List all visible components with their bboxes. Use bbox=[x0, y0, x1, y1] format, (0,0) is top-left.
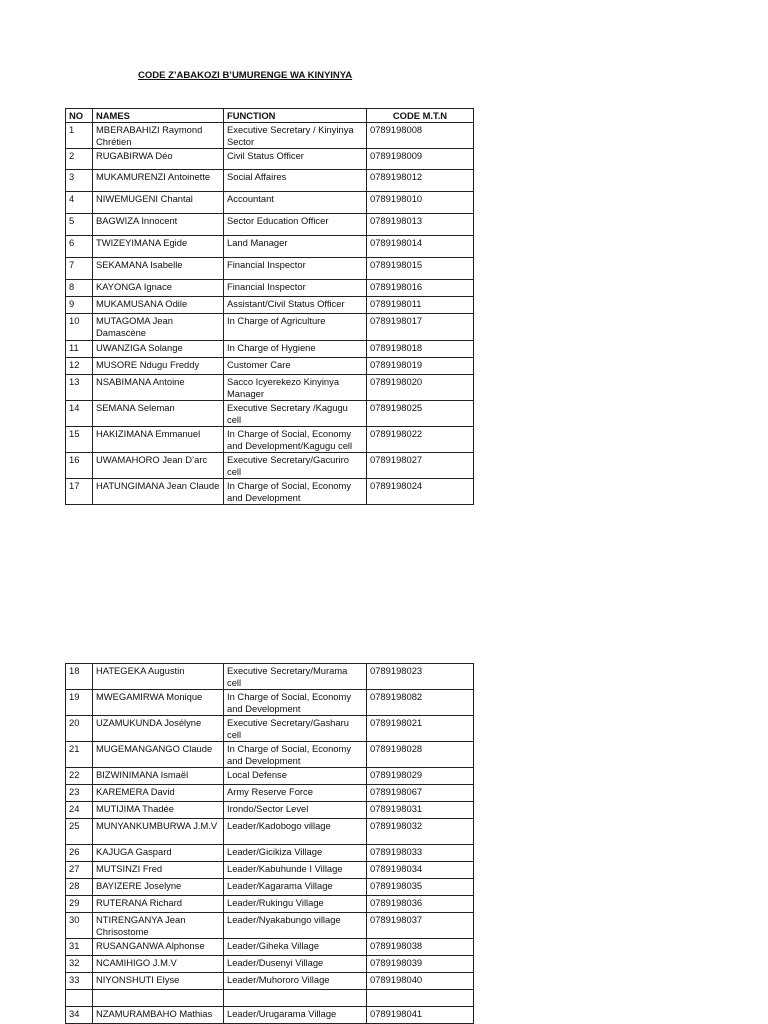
row-function: Leader/Rukingu Village bbox=[224, 896, 367, 913]
row-number: 1 bbox=[66, 123, 93, 149]
table-row bbox=[66, 664, 474, 690]
document-title: CODE Z’ABAKOZI B’UMURENGE WA KINYINYA bbox=[138, 70, 353, 81]
row-name: MBERABAHIZI Raymond Chrétien bbox=[93, 123, 224, 149]
row-number: 29 bbox=[66, 896, 93, 913]
row-name: MWEGAMIRWA Monique bbox=[93, 690, 224, 716]
row-name: MUKAMUSANA Odile bbox=[93, 297, 224, 314]
row-function: Executive Secretary / Kinyinya Sector bbox=[224, 123, 367, 149]
row-number: 33 bbox=[66, 973, 93, 990]
table-row bbox=[66, 401, 474, 427]
row-number: 30 bbox=[66, 913, 93, 939]
row-name: KAJUGA Gaspard bbox=[93, 845, 224, 862]
table-row bbox=[66, 149, 474, 170]
row-function: In Charge of Agriculture bbox=[224, 314, 367, 341]
table-row bbox=[66, 913, 474, 939]
row-function: In Charge of Social, Economy and Development/Kagugu cell bbox=[224, 427, 367, 453]
row-name: NSABIMANA Antoine bbox=[93, 375, 224, 401]
row-name: RUTERANA Richard bbox=[93, 896, 224, 913]
row-function: Leader/Urugarama Village bbox=[224, 1007, 367, 1024]
row-code: 0789198033 bbox=[367, 845, 474, 862]
row-number: 11 bbox=[66, 341, 93, 358]
row-name bbox=[93, 990, 224, 1007]
row-number: 9 bbox=[66, 297, 93, 314]
table-body-page-2 bbox=[66, 664, 474, 1024]
table-row bbox=[66, 768, 474, 785]
table-row bbox=[66, 785, 474, 802]
row-code: 0789198039 bbox=[367, 956, 474, 973]
staff-table-page-1 bbox=[65, 108, 474, 505]
row-number: 14 bbox=[66, 401, 93, 427]
row-code: 0789198034 bbox=[367, 862, 474, 879]
row-name: SEMANA Seleman bbox=[93, 401, 224, 427]
table-row bbox=[66, 170, 474, 192]
row-code: 0789198012 bbox=[367, 170, 474, 192]
row-number: 16 bbox=[66, 453, 93, 479]
row-function: Civil Status Officer bbox=[224, 149, 367, 170]
row-code: 0789198019 bbox=[367, 358, 474, 375]
row-code: 0789198024 bbox=[367, 479, 474, 505]
row-number: 19 bbox=[66, 690, 93, 716]
row-function: In Charge of Social, Economy and Development bbox=[224, 690, 367, 716]
row-code: 0789198015 bbox=[367, 258, 474, 280]
row-name: MUTSINZI Fred bbox=[93, 862, 224, 879]
row-name: UWANZIGA Solange bbox=[93, 341, 224, 358]
table-row bbox=[66, 862, 474, 879]
row-number: 28 bbox=[66, 879, 93, 896]
row-name: UZAMUKUNDA Josélyne bbox=[93, 716, 224, 742]
row-function: Army Reserve Force bbox=[224, 785, 367, 802]
row-number: 18 bbox=[66, 664, 93, 690]
row-number: 21 bbox=[66, 742, 93, 768]
table-row bbox=[66, 896, 474, 913]
row-code: 0789198082 bbox=[367, 690, 474, 716]
row-name: RUSANGANWA Alphonse bbox=[93, 939, 224, 956]
table-row bbox=[66, 819, 474, 845]
header-code: CODE M.T.N bbox=[367, 109, 474, 123]
row-name: RUGABIRWA Déo bbox=[93, 149, 224, 170]
row-code: 0789198067 bbox=[367, 785, 474, 802]
table-row bbox=[66, 716, 474, 742]
row-name: MUTAGOMA Jean Damascène bbox=[93, 314, 224, 341]
table-row bbox=[66, 939, 474, 956]
table-row bbox=[66, 258, 474, 280]
row-function: In Charge of Social, Economy and Development bbox=[224, 479, 367, 505]
row-code: 0789198014 bbox=[367, 236, 474, 258]
row-function: Local Defense bbox=[224, 768, 367, 785]
row-code: 0789198008 bbox=[367, 123, 474, 149]
header-names: NAMES bbox=[93, 109, 224, 123]
row-name: NIYONSHUTI Elyse bbox=[93, 973, 224, 990]
table-row bbox=[66, 879, 474, 896]
row-code: 0789198017 bbox=[367, 314, 474, 341]
row-number: 15 bbox=[66, 427, 93, 453]
table-row bbox=[66, 973, 474, 990]
row-name: NZAMURAMBAHO Mathias bbox=[93, 1007, 224, 1024]
row-function: Customer Care bbox=[224, 358, 367, 375]
row-code: 0789198016 bbox=[367, 280, 474, 297]
table-row bbox=[66, 427, 474, 453]
row-name: TWIZEYIMANA Egide bbox=[93, 236, 224, 258]
row-code: 0789198022 bbox=[367, 427, 474, 453]
row-name: KAREMERA David bbox=[93, 785, 224, 802]
row-number: 17 bbox=[66, 479, 93, 505]
row-number: 8 bbox=[66, 280, 93, 297]
row-code: 0789198013 bbox=[367, 214, 474, 236]
row-number: 25 bbox=[66, 819, 93, 845]
row-name: UWAMAHORO Jean D’arc bbox=[93, 453, 224, 479]
row-number: 34 bbox=[66, 1007, 93, 1024]
row-number: 3 bbox=[66, 170, 93, 192]
row-number: 4 bbox=[66, 192, 93, 214]
row-function: Leader/Giheka Village bbox=[224, 939, 367, 956]
row-code: 0789198040 bbox=[367, 973, 474, 990]
row-name: BIZWINIMANA Ismaël bbox=[93, 768, 224, 785]
table-row bbox=[66, 845, 474, 862]
row-function: Sector Education Officer bbox=[224, 214, 367, 236]
row-name: NCAMIHIGO J.M.V bbox=[93, 956, 224, 973]
row-code: 0789198035 bbox=[367, 879, 474, 896]
table-row bbox=[66, 990, 474, 1007]
row-name: HATUNGIMANA Jean Claude bbox=[93, 479, 224, 505]
staff-table-page-2 bbox=[65, 663, 474, 1024]
row-function: Accountant bbox=[224, 192, 367, 214]
row-number: 32 bbox=[66, 956, 93, 973]
row-name: MUTIJIMA Thadée bbox=[93, 802, 224, 819]
table-row bbox=[66, 192, 474, 214]
table-row bbox=[66, 690, 474, 716]
table-row bbox=[66, 123, 474, 149]
row-number: 22 bbox=[66, 768, 93, 785]
table-row bbox=[66, 802, 474, 819]
row-function: Leader/Dusenyi Village bbox=[224, 956, 367, 973]
row-code: 0789198028 bbox=[367, 742, 474, 768]
table-row bbox=[66, 479, 474, 505]
row-name: MUKAMURENZI Antoinette bbox=[93, 170, 224, 192]
row-code: 0789198037 bbox=[367, 913, 474, 939]
row-name: MUSORE Ndugu Freddy bbox=[93, 358, 224, 375]
row-name: BAYIZERE Joselyne bbox=[93, 879, 224, 896]
row-code: 0789198036 bbox=[367, 896, 474, 913]
row-code: 0789198021 bbox=[367, 716, 474, 742]
row-function: Assistant/Civil Status Officer bbox=[224, 297, 367, 314]
row-number: 31 bbox=[66, 939, 93, 956]
table-row bbox=[66, 375, 474, 401]
row-code: 0789198023 bbox=[367, 664, 474, 690]
row-code: 0789198038 bbox=[367, 939, 474, 956]
row-code: 0789198027 bbox=[367, 453, 474, 479]
row-code: 0789198011 bbox=[367, 297, 474, 314]
table-row bbox=[66, 358, 474, 375]
row-code: 0789198041 bbox=[367, 1007, 474, 1024]
row-code: 0789198032 bbox=[367, 819, 474, 845]
row-function: Financial Inspector bbox=[224, 280, 367, 297]
row-code: 0789198025 bbox=[367, 401, 474, 427]
table-header-row bbox=[66, 109, 474, 123]
row-function: Executive Secretary/Gasharu cell bbox=[224, 716, 367, 742]
row-function: Leader/Kabuhunde I Village bbox=[224, 862, 367, 879]
row-function: Sacco Icyerekezo Kinyinya Manager bbox=[224, 375, 367, 401]
row-function: Leader/Nyakabungo village bbox=[224, 913, 367, 939]
row-code: 0789198020 bbox=[367, 375, 474, 401]
row-code: 0789198029 bbox=[367, 768, 474, 785]
row-number: 5 bbox=[66, 214, 93, 236]
row-function: Executive Secretary /Kagugu cell bbox=[224, 401, 367, 427]
row-name: NTIRENGANYA Jean Chrisostome bbox=[93, 913, 224, 939]
table-row bbox=[66, 280, 474, 297]
row-function: Land Manager bbox=[224, 236, 367, 258]
row-function: Executive Secretary/Murama cell bbox=[224, 664, 367, 690]
row-name: SEKAMANA Isabelle bbox=[93, 258, 224, 280]
table-row bbox=[66, 956, 474, 973]
row-number: 23 bbox=[66, 785, 93, 802]
table-row bbox=[66, 1007, 474, 1024]
row-function: Executive Secretary/Gacuriro cell bbox=[224, 453, 367, 479]
row-code: 0789198010 bbox=[367, 192, 474, 214]
row-function: Leader/Kagarama Village bbox=[224, 879, 367, 896]
row-code: 0789198031 bbox=[367, 802, 474, 819]
row-function: Leader/Muhororo Village bbox=[224, 973, 367, 990]
row-number: 24 bbox=[66, 802, 93, 819]
table-body-page-1 bbox=[66, 123, 474, 505]
row-name: HATEGEKA Augustin bbox=[93, 664, 224, 690]
row-name: BAGWIZA Innocent bbox=[93, 214, 224, 236]
row-code: 0789198018 bbox=[367, 341, 474, 358]
row-number: 13 bbox=[66, 375, 93, 401]
row-function: In Charge of Hygiene bbox=[224, 341, 367, 358]
row-number: 6 bbox=[66, 236, 93, 258]
row-code bbox=[367, 990, 474, 1007]
header-no: NO bbox=[66, 109, 93, 123]
row-number: 10 bbox=[66, 314, 93, 341]
table-row bbox=[66, 236, 474, 258]
row-number: 20 bbox=[66, 716, 93, 742]
row-number: 7 bbox=[66, 258, 93, 280]
row-number: 26 bbox=[66, 845, 93, 862]
row-function: Leader/Gicikiza Village bbox=[224, 845, 367, 862]
row-name: HAKIZIMANA Emmanuel bbox=[93, 427, 224, 453]
row-name: NIWEMUGENI Chantal bbox=[93, 192, 224, 214]
row-function: Financial Inspector bbox=[224, 258, 367, 280]
row-name: MUGEMANGANGO Claude bbox=[93, 742, 224, 768]
row-function: Leader/Kadobogo village bbox=[224, 819, 367, 845]
row-code: 0789198009 bbox=[367, 149, 474, 170]
row-name: MUNYANKUMBURWA J.M.V bbox=[93, 819, 224, 845]
row-function: Irondo/Sector Level bbox=[224, 802, 367, 819]
row-function: Social Affaires bbox=[224, 170, 367, 192]
row-number: 27 bbox=[66, 862, 93, 879]
row-number: 12 bbox=[66, 358, 93, 375]
table-row bbox=[66, 341, 474, 358]
row-name: KAYONGA Ignace bbox=[93, 280, 224, 297]
table-row bbox=[66, 214, 474, 236]
table-row bbox=[66, 314, 474, 341]
table-row bbox=[66, 742, 474, 768]
header-function: FUNCTION bbox=[224, 109, 367, 123]
table-row bbox=[66, 453, 474, 479]
table-row bbox=[66, 297, 474, 314]
row-number: 2 bbox=[66, 149, 93, 170]
row-number bbox=[66, 990, 93, 1007]
row-function: In Charge of Social, Economy and Development bbox=[224, 742, 367, 768]
row-function bbox=[224, 990, 367, 1007]
